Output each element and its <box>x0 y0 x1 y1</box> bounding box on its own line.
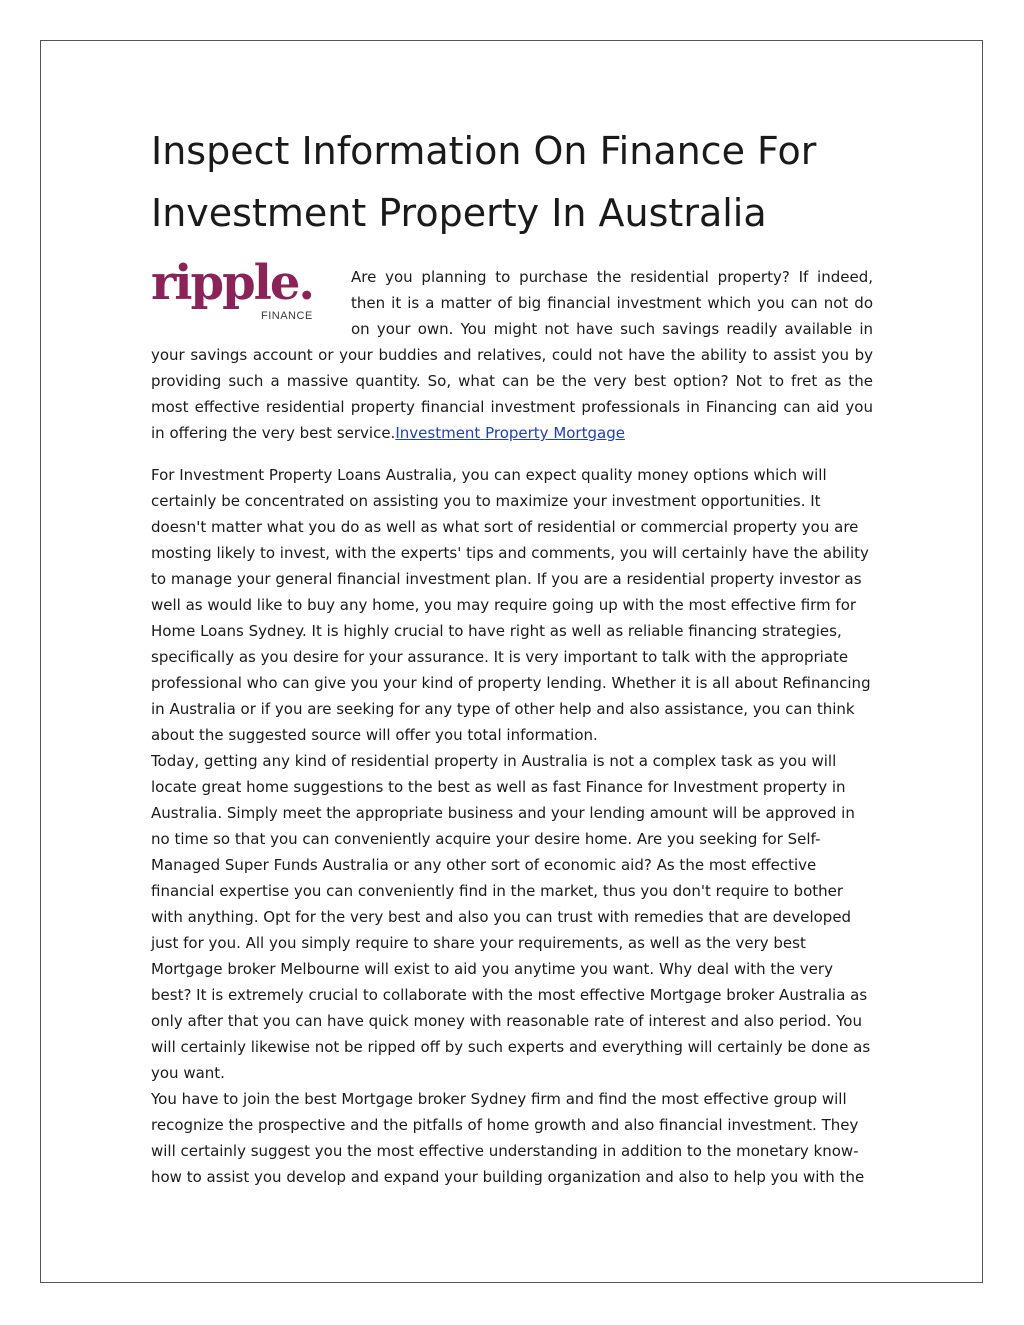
paragraph-3: Today, getting any kind of residential property in Australia is not a complex task as you will locate great home suggestions to the best as well as fast Finance for Investment property in Australia. Simply meet the appropriate business and your lending amount will be approved in no time so that you can conveniently acquire your desire home. Are you seeking for Self-Managed Super Funds Australia or any other sort of economic aid? As the most effective financial expertise you can conveniently find in the market, thus you don't require to bother with anything. Opt for the very best and also you can trust with remedies that are developed just for you. All you simply require to share your requirements, as well as the very best Mortgage broker Melbourne will exist to aid you anytime you want. Why deal with the very best? It is extremely crucial to collaborate with the most effective Mortgage broker Australia as only after that you can have quick money with reasonable rate of interest and also period. You will certainly likewise not be ripped off by such experts and everything will certainly be done as you want. <box>151 752 871 1082</box>
title-line-2: Investment Property In Australia <box>151 191 767 235</box>
document-content <box>151 120 873 1190</box>
paragraph-1-text: Are you planning to purchase the residential property? If indeed, then it is a matter of big financial investment which you can not do on your own. You might not have such savings readily available in your savings account or your buddies and relatives, could not have the ability to assist you by providing such a massive quantity. So, what can be the very best option? Not to fret as the most effective residential property financial investment professionals in Financing can aid you in offering the very best service. <box>151 268 873 442</box>
paragraph-1 <box>151 259 873 446</box>
investment-property-mortgage-link[interactable]: Investment Property Mortgage <box>395 424 625 442</box>
paragraph-2: For Investment Property Loans Australia, you can expect quality money options which will certainly be concentrated on assisting you to maximize your investment opportunities. It doesn't matter what you do as well as what sort of residential or commercial property you are mosting likely to invest, with the experts' tips and comments, you will certainly have the ability to manage your general financial investment plan. If you are a residential property investor as well as would like to buy any home, you may require going up with the most effective firm for Home Loans Sydney. It is highly crucial to have right as well as reliable financing strategies, specifically as you desire for your assurance. It is very important to talk with the appropriate professional who can give you your kind of property lending. Whether it is all about Refinancing in Australia or if you are seeking for any type of other help and also assistance, you can think about the suggested source will offer you total information. <box>151 466 871 744</box>
title-line-1: Inspect Information On Finance For <box>151 129 817 173</box>
logo-wordmark: ripple. <box>151 259 314 311</box>
ripple-finance-logo <box>151 259 347 327</box>
paragraph-4: You have to join the best Mortgage broker Sydney firm and find the most effective group will recognize the prospective and the pitfalls of home growth and also financial investment. They will certainly suggest you the most effective understanding in addition to the monetary know-how to assist you develop and expand your building organization and also to help you with the <box>151 1090 865 1186</box>
page-title <box>151 120 873 244</box>
logo-subtext: FINANCE <box>261 310 313 322</box>
